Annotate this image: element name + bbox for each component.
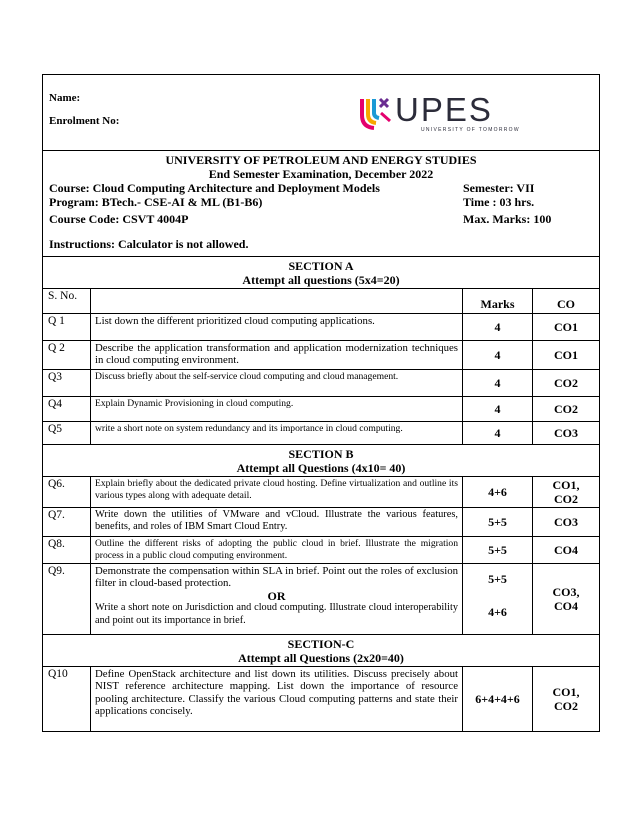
col-marks-header: Marks (463, 289, 533, 313)
col-sno-header: S. No. (43, 289, 91, 313)
table-row (43, 422, 599, 445)
exam-time: Time : 03 hrs. (463, 195, 535, 209)
question-option-b: Write a short note on Jurisdiction and cloud computing. Illustrate cloud interoperability and point out its importance in brief. (95, 602, 458, 626)
question-marks: 5+5 4+6 (463, 564, 533, 634)
section-subtitle: Attempt all Questions (4x10= 40) (236, 461, 406, 475)
question-number: Q 1 (43, 314, 91, 340)
question-text: Define OpenStack architecture and list down its utilities. Discuss precisely about NIST reference architecture mapping. List down the importance of resource pooling architecture. Classify the various Cloud computing patterns and state their applications concisely. (91, 667, 463, 731)
course-info (43, 151, 599, 257)
enrolment-label: Enrolment No: (49, 115, 120, 127)
question-text: List down the different prioritized cloud computing applications. (91, 314, 463, 340)
table-row (43, 564, 599, 635)
program: Program: BTech.- CSE-AI & ML (B1-B6) (49, 195, 263, 209)
question-co: CO3 (554, 515, 578, 529)
exam-title: End Semester Examination, December 2022 (208, 167, 434, 181)
semester: Semester: VII (463, 181, 535, 195)
question-marks: 4 (463, 370, 533, 396)
question-co: CO4 (554, 543, 578, 557)
question-co: CO3, CO4 (552, 585, 580, 613)
question-text: Describe the application transformation and application modernization techniques in cloud computing environment. (91, 341, 463, 369)
question-co: CO2 (554, 376, 578, 390)
col-co-header: CO (557, 297, 575, 311)
university-name: UNIVERSITY OF PETROLEUM AND ENERGY STUDIES (165, 153, 477, 167)
table-row (43, 397, 599, 422)
question-co: CO1 (554, 320, 578, 334)
section-b-header (43, 445, 599, 477)
table-row (43, 370, 599, 397)
course-code: Course Code: CSVT 4004P (49, 212, 189, 226)
question-number: Q8. (43, 537, 91, 563)
table-row (43, 537, 599, 564)
section-subtitle: Attempt all Questions (2x20=40) (238, 651, 404, 665)
question-text: Write down the utilities of VMware and vCloud. Illustrate the various features, benefits, and roles of IBM Smart Cloud Entry. (91, 508, 463, 536)
question-marks: 4 (463, 341, 533, 369)
name-label: Name: (49, 92, 81, 104)
logo-tagline: UNIVERSITY OF TOMORROW (421, 126, 520, 133)
table-row (43, 508, 599, 537)
question-co: CO3 (554, 426, 578, 440)
table-row (43, 667, 599, 731)
question-number: Q3 (43, 370, 91, 396)
question-marks: 5+5 (463, 508, 533, 536)
max-marks: Max. Marks: 100 (463, 212, 552, 226)
question-text (91, 564, 463, 634)
question-text: Explain briefly about the dedicated private cloud hosting. Define virtualization and outline its various types along with adequate detail. (91, 477, 463, 507)
question-marks: 6+4+4+6 (463, 667, 533, 731)
question-co: CO1 (554, 348, 578, 362)
section-a-header (43, 257, 599, 289)
table-row (43, 314, 599, 341)
question-co: CO1, CO2 (552, 478, 580, 506)
question-marks: 4+6 (463, 477, 533, 507)
upes-emblem-icon (359, 95, 393, 131)
question-number: Q 2 (43, 341, 91, 369)
table-row (43, 477, 599, 508)
question-option-a: Demonstrate the compensation within SLA in brief. Point out the roles of exclusion filter in cloud-based protection. (95, 565, 458, 590)
question-number: Q5 (43, 422, 91, 444)
question-text: write a short note on system redundancy and its importance in cloud computing. (91, 422, 463, 444)
upes-logo (359, 90, 520, 133)
exam-paper (42, 74, 600, 732)
instructions: Instructions: Calculator is not allowed. (49, 237, 249, 251)
section-title: SECTION B (288, 447, 354, 461)
table-row (43, 341, 599, 370)
header-block (43, 75, 599, 151)
question-number: Q7. (43, 508, 91, 536)
question-number: Q9. (43, 564, 91, 634)
candidate-fields (43, 75, 227, 150)
question-marks: 4 (463, 422, 533, 444)
course-name: Course: Cloud Computing Architecture and Deployment Models (49, 181, 380, 195)
question-number: Q6. (43, 477, 91, 507)
question-marks: 4 (463, 397, 533, 421)
table-header-row (43, 289, 599, 314)
section-title: SECTION-C (287, 637, 355, 651)
question-text: Discuss briefly about the self-service cloud computing and cloud management. (91, 370, 463, 396)
logo-wordmark: UPES (395, 90, 493, 128)
question-marks: 5+5 (463, 537, 533, 563)
question-number: Q10 (43, 667, 91, 731)
question-number: Q4 (43, 397, 91, 421)
question-text: Outline the different risks of adopting the public cloud in brief. Illustrate the migration process in a public cloud computing environment. (91, 537, 463, 563)
or-separator: OR (267, 588, 286, 603)
question-co: CO1, CO2 (552, 685, 580, 713)
section-c-header (43, 635, 599, 667)
question-marks: 4 (463, 314, 533, 340)
section-title: SECTION A (288, 259, 354, 273)
question-co: CO2 (554, 402, 578, 416)
question-text: Explain Dynamic Provisioning in cloud computing. (91, 397, 463, 421)
section-subtitle: Attempt all questions (5x4=20) (242, 273, 400, 287)
